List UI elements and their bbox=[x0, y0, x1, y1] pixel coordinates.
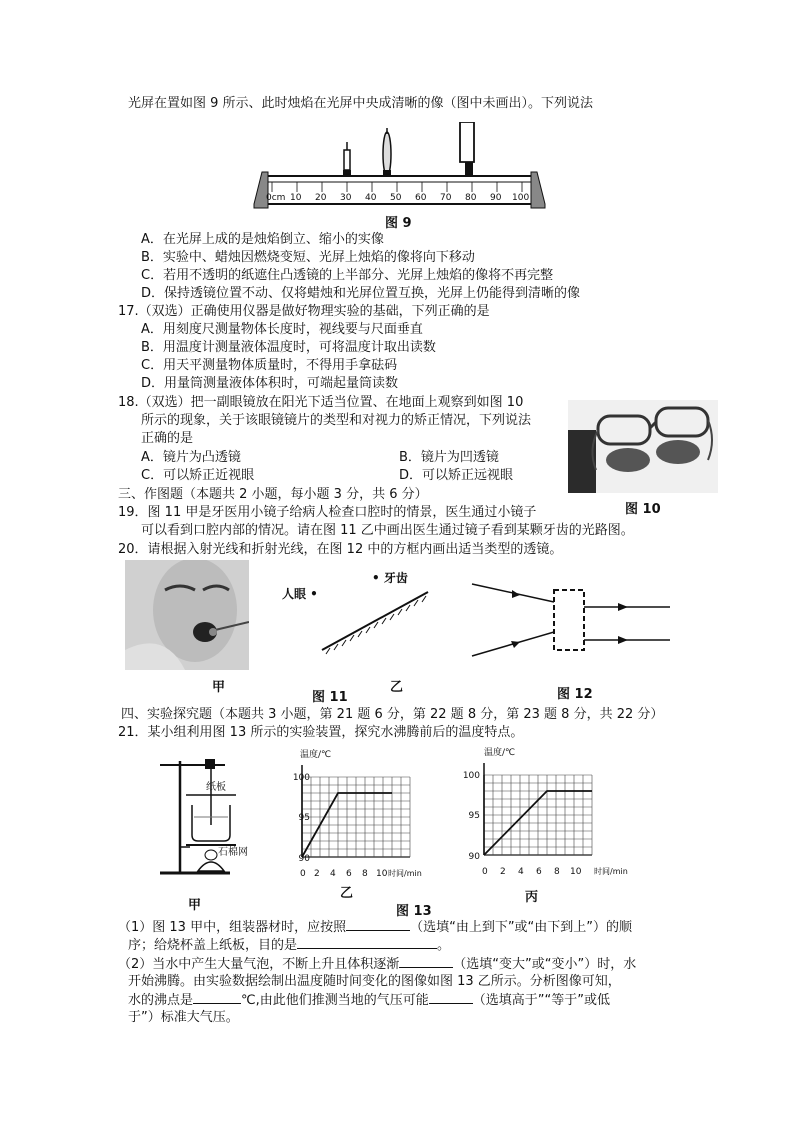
chart-yi-ytick: 100 bbox=[292, 773, 310, 783]
q21-part2-line4: 于”）标准大气压。 bbox=[128, 1010, 239, 1025]
figure-13-yi-label: 乙 bbox=[340, 886, 354, 901]
q21-part2-text-b: （选填“变大”或“变小”）时，水 bbox=[453, 957, 637, 972]
optical-bench-figure bbox=[252, 122, 547, 212]
q21-part2-blank-boiling-point[interactable] bbox=[193, 991, 241, 1004]
section-4-title: 四、实验探究题（本题共 3 小题，第 21 题 6 分，第 22 题 8 分，第 23 题 8 分，共 22 分） bbox=[121, 707, 664, 722]
q18-stem-3: 正确的是 bbox=[141, 431, 194, 446]
mirror-diagram bbox=[280, 570, 450, 680]
chart-bing-ytick: 95 bbox=[468, 811, 480, 821]
tooth-label: • 牙齿 bbox=[372, 571, 408, 585]
q18-option-b: B．镜片为凹透镜 bbox=[399, 450, 499, 465]
figure-11-caption: 图 11 bbox=[312, 690, 348, 705]
chart-yi-xtick: 2 bbox=[314, 869, 320, 879]
chart-bing-xtick: 10 bbox=[570, 867, 582, 877]
chart-bing-ytick: 100 bbox=[462, 771, 480, 781]
boiling-apparatus bbox=[150, 755, 270, 885]
q18-stem-2: 所示的现象，关于该眼镜镜片的类型和对视力的矫正情况，下列说法 bbox=[141, 413, 532, 428]
q21-part1-text-b: （选填“由上到下”或“由下到上”）的顺 bbox=[410, 920, 633, 935]
lens-box-diagram bbox=[470, 580, 675, 660]
q21-part1-text-a: （1）图 13 甲中，组装器材时，应按照 bbox=[118, 920, 347, 935]
figure-11-jia-label: 甲 bbox=[212, 680, 226, 695]
q17-option-a: A．用刻度尺测量物体长度时，视线要与尺面垂直 bbox=[141, 322, 423, 337]
chart-bing-xlabel: 时间/min bbox=[594, 867, 628, 876]
figure-12-caption: 图 12 bbox=[557, 687, 593, 702]
q20-text: 20．请根据入射光线和折射光线，在图 12 中的方框内画出适当类型的透镜。 bbox=[118, 542, 563, 557]
ruler-tick-label: 90 bbox=[490, 193, 502, 203]
chart-bing-ylabel: 温度/℃ bbox=[484, 748, 516, 758]
figure-13-jia-label: 甲 bbox=[188, 898, 202, 913]
temperature-chart-yi bbox=[278, 745, 438, 880]
q21-part2-blank-volume[interactable] bbox=[399, 955, 453, 968]
ruler-tick-label: 60 bbox=[415, 193, 427, 203]
chart-bing-xtick: 2 bbox=[500, 867, 506, 877]
q21-part2-line3 bbox=[128, 991, 610, 1010]
ruler-tick-label: 80 bbox=[465, 193, 477, 203]
q21-part1-text-c: 序；给烧杯盖上纸板，目的是 bbox=[128, 938, 298, 953]
chart-bing-xtick: 4 bbox=[518, 867, 524, 877]
figure-10-caption: 图 10 bbox=[625, 502, 661, 517]
q21-part2-text-f: （选填高于”“等于”或低 bbox=[472, 993, 610, 1008]
q21-part1-blank-purpose[interactable] bbox=[297, 936, 437, 949]
q21-part2-blank-pressure[interactable] bbox=[429, 991, 473, 1004]
temperature-chart-bing bbox=[462, 743, 642, 878]
chart-bing-ytick: 90 bbox=[468, 852, 480, 862]
q17-stem: 17.（双选）正确使用仪器是做好物理实验的基础，下列正确的是 bbox=[118, 304, 490, 319]
q17-option-c: C．用天平测量物体质量时，不得用手拿砝码 bbox=[141, 358, 398, 373]
chart-bing-xtick: 6 bbox=[536, 867, 542, 877]
chart-yi-xtick: 0 bbox=[300, 869, 306, 879]
chart-yi-xtick: 10 bbox=[376, 869, 388, 879]
chart-yi-ytick: 90 bbox=[298, 854, 310, 864]
chart-bing-xtick: 8 bbox=[554, 867, 560, 877]
figure-9-caption: 图 9 bbox=[385, 216, 412, 231]
q21-text: 21．某小组利用图 13 所示的实验装置，探究水沸腾前后的温度特点。 bbox=[118, 725, 524, 740]
figure-11-yi-label: 乙 bbox=[390, 680, 404, 695]
q16-option-d: D．保持透镜位置不动、仅将蜡烛和光屏位置互换，光屏上仍能得到清晰的像 bbox=[141, 286, 581, 301]
ruler-tick-label: 40 bbox=[365, 193, 377, 203]
q16-option-c: C．若用不透明的纸遮住凸透镜的上半部分、光屏上烛焰的像将不再完整 bbox=[141, 268, 554, 283]
cardboard-label: 纸板 bbox=[206, 782, 226, 793]
q21-part1-text-d: 。 bbox=[437, 938, 451, 953]
dentist-photo bbox=[125, 560, 249, 670]
chart-yi-ytick: 95 bbox=[298, 813, 310, 823]
q16-option-b: B．实验中、蜡烛因燃烧变短、光屏上烛焰的像将向下移动 bbox=[141, 250, 475, 265]
eye-label: 人眼 • bbox=[282, 587, 318, 601]
intro-line: 光屏在置如图 9 所示、此时烛焰在光屏中央成清晰的像（图中未画出）。下列说法 bbox=[128, 96, 594, 111]
q17-option-d: D．用量筒测量液体体积时，可端起量筒读数 bbox=[141, 376, 399, 391]
ruler-unit-label: 0cm bbox=[266, 193, 286, 203]
ruler-tick-label: 10 bbox=[290, 193, 302, 203]
asbestos-label: 石棉网 bbox=[218, 847, 248, 858]
chart-yi-xlabel: 时间/min bbox=[388, 869, 422, 878]
q21-part1-line2 bbox=[128, 936, 450, 955]
ruler-tick-label: 70 bbox=[440, 193, 452, 203]
q21-part1-line1 bbox=[118, 918, 632, 937]
q21-part2-text-a: （2）当水中产生大量气泡，不断上升且体积逐渐 bbox=[118, 957, 400, 972]
glasses-photo bbox=[568, 400, 718, 493]
q21-part2-line1 bbox=[118, 955, 636, 974]
chart-yi-ylabel: 温度/℃ bbox=[300, 750, 332, 760]
q19-line-1: 19．图 11 甲是牙医用小镜子给病人检查口腔时的情景，医生通过小镜子 bbox=[118, 505, 537, 520]
chart-bing-xtick: 0 bbox=[482, 867, 488, 877]
ruler-tick-label: 30 bbox=[340, 193, 352, 203]
section-3-title: 三、作图题（本题共 2 小题，每小题 3 分，共 6 分） bbox=[118, 487, 428, 502]
ruler-tick-label: 20 bbox=[315, 193, 327, 203]
q18-stem-1: 18.（双选）把一副眼镜放在阳光下适当位置、在地面上观察到如图 10 bbox=[118, 395, 524, 410]
q21-part2-text-d: 水的沸点是 bbox=[128, 993, 194, 1008]
q18-option-a: A．镜片为凸透镜 bbox=[141, 450, 241, 465]
chart-yi-xtick: 6 bbox=[346, 869, 352, 879]
chart-yi-xtick: 4 bbox=[330, 869, 336, 879]
figure-13-bing-label: 丙 bbox=[525, 890, 539, 905]
q18-option-c: C．可以矫正近视眼 bbox=[141, 468, 255, 483]
q21-part1-blank-order[interactable] bbox=[346, 918, 410, 931]
figure-13-caption: 图 13 bbox=[396, 904, 432, 919]
q16-option-a: A．在光屏上成的是烛焰倒立、缩小的实像 bbox=[141, 232, 384, 247]
q19-line-2: 可以看到口腔内部的情况。请在图 11 乙中画出医生通过镜子看到某颗牙齿的光路图。 bbox=[141, 523, 634, 538]
q18-option-d: D．可以矫正远视眼 bbox=[399, 468, 514, 483]
q21-part2-text-e: ℃,由此他们推测当地的气压可能 bbox=[241, 993, 429, 1008]
chart-yi-xtick: 8 bbox=[362, 869, 368, 879]
q21-part2-line2: 开始沸腾。由实验数据绘制出温度随时间变化的图像如图 13 乙所示。分析图像可知， bbox=[128, 974, 621, 989]
ruler-tick-label: 100 bbox=[512, 193, 530, 203]
q17-option-b: B．用温度计测量液体温度时，可将温度计取出读数 bbox=[141, 340, 436, 355]
ruler-tick-label: 50 bbox=[390, 193, 402, 203]
